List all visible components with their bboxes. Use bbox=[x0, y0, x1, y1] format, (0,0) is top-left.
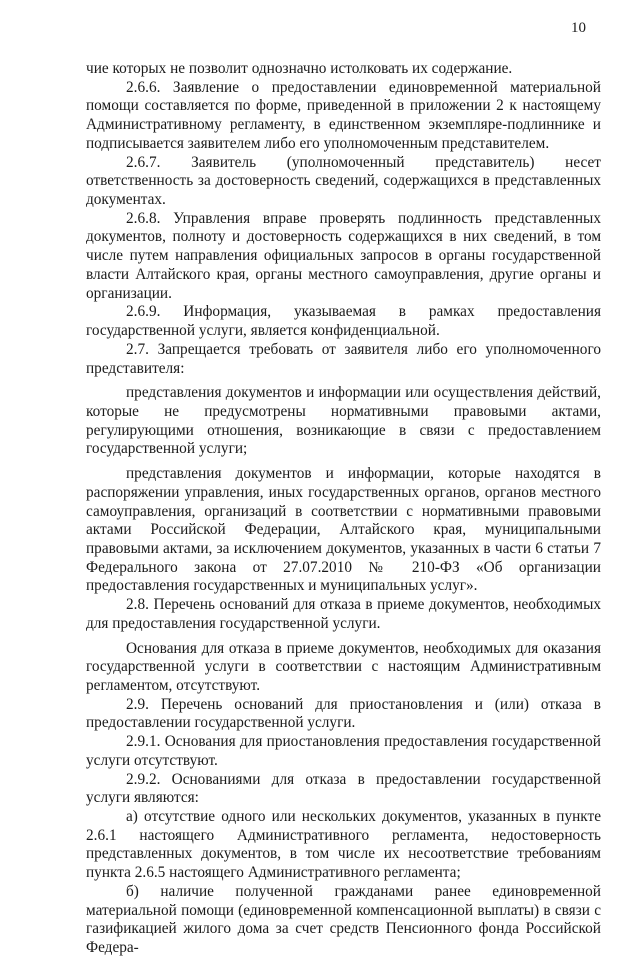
paragraph-2-6-9: 2.6.9. Информация, указываемая в рамках предоставления государственной услуги, является конфиденциальной. bbox=[86, 303, 601, 340]
paragraph-2-6-8: 2.6.8. Управления вправе проверять подлинность представленных документов, полноту и достоверность содержащихся в них сведений, в том числе путем направления официальных запросов в органы государственной власти Алтайского края, органы местного самоуправления, другие органы и организации. bbox=[86, 209, 601, 302]
paragraph-2-9: 2.9. Перечень оснований для приостановления и (или) отказа в предоставлении государственной услуги. bbox=[86, 695, 601, 732]
paragraph-continuation: чие которых не позволит однозначно истолковать их содержание. bbox=[86, 60, 513, 77]
page-number: 10 bbox=[571, 20, 586, 36]
paragraph-2-7: 2.7. Запрещается требовать от заявителя либо его уполномоченного представителя: bbox=[86, 340, 601, 377]
paragraph-2-6-6: 2.6.6. Заявление о предоставлении единовременной материальной помощи составляется по форме, приведенной в приложении 2 к настоящему Административному регламенту, в единственном экземпляре-подлиннике и подписывается заявителем либо его уполномоченным представителем. bbox=[86, 78, 601, 152]
paragraph-2-8: 2.8. Перечень оснований для отказа в приеме документов, необходимых для предоставления государственной услуги. bbox=[86, 596, 601, 632]
paragraph-2-8-grounds: Основания для отказа в приеме документов, необходимых для оказания государственной услуги в соответствии с настоящим Административным регламентом, отсутствуют. bbox=[86, 639, 601, 694]
paragraph-2-9-2-item-a: а) отсутствие одного или нескольких документов, указанных в пункте 2.6.1 настоящего Административного регламента, недостоверность представленных документов, в том числе их несоответствие требованиям пункта 2.6.5 настоящего Административного регламента; bbox=[86, 808, 601, 882]
paragraph-2-6-7: 2.6.7. Заявитель (уполномоченный представитель) несет ответственность за достоверность сведений, содержащихся в представленных документах. bbox=[86, 153, 601, 209]
paragraph-2-9-1: 2.9.1. Основания для приостановления предоставления государственной услуги отсутствуют. bbox=[86, 733, 601, 769]
paragraph-2-9-2-item-b: б) наличие полученной гражданами ранее единовременной материальной помощи (единовременной компенсационной выплаты) в связи с газификацией жилого дома за счет средств Пенсионного фонда Российской Федера- bbox=[86, 882, 601, 957]
paragraph-2-7-item-2: представления документов и информации, которые находятся в распоряжении управления, иных государственных органов, органов местного самоуправления, организаций в соответствии с нормативными правовыми актами Российской Федерации, Алтайского края, муниципальными правовыми актами, за исключением документов, указанных в части 6 статьи 7 Федерального закона от 27.07.2010 № 210-ФЗ «Об организации предоставления государственных и муниципальных услуг». bbox=[86, 465, 601, 595]
paragraph-2-9-2: 2.9.2. Основаниями для отказа в предоставлении государственной услуги являются: bbox=[86, 770, 601, 807]
document-body bbox=[86, 60, 601, 958]
paragraph-2-7-item-1: представления документов и информации или осуществления действий, которые не предусмотрены нормативными правовыми актами, регулирующими отношения, возникающие в связи с предоставлением государственной услуги; bbox=[86, 384, 601, 458]
